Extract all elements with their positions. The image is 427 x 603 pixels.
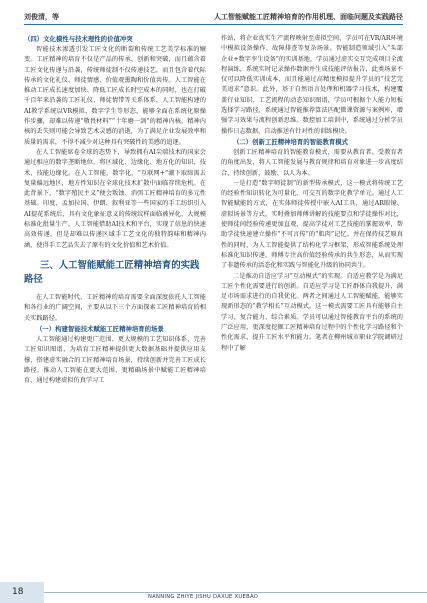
page-footer (0, 568, 427, 603)
footer-rule (44, 592, 427, 593)
subsection-heading-3-1: （一）构建智能技术赋能工匠精神培育的场景 (36, 325, 164, 334)
running-header (24, 9, 403, 23)
journal-name: NANNING ZHIYE JISHU DAXUE XUEBAO (148, 594, 259, 600)
paragraph: 在人工智能席卷全球的态势下，导致拥有AI尖端技术的国家会通过相应的数字垄断地位，将区域化、边缘化、地方化的知识、技术、技能边缘化。在人工智能、数字化、“互联网+”潮下取缔需去复量偏远地区，地方性知识在全球化技术扩散中面临存续危机。在此背景下，“数字殖民主义”便会叛蚀、消弭工匠精神培育的多元性基础。印度、孟加拉国、伊朗、叙利亚等一些国家的手工纺织引入AI提花系统后，具有文化象征意义的传统纹样面临被异化、大规模标准化批量生产。人工智能借助AI技术和平台，实现了信息的快速高效传递，但是却难以传递区域手工艺文化的独特韵味和精神内涵，使得手工艺品失去了原有的文化价值和艺术价值。 (24, 148, 206, 249)
paragraph: 人工智能通过构建更广范围、更大规模的工艺知识体系，完善工匠知识图谱，为培育工匠精神提供更大数据基础并提供应用支撑，搭建虚实融合的工匠精神培育场景，持续创新并完善工匠成长路径。推动人工智能在更大范围、更精确场景中赋能工匠精神培育，通过构建虚拟仿真学习工 (24, 336, 206, 385)
subsection-heading-3-2: （二）创新工匠精神培育的智能教育模式 (233, 137, 349, 146)
left-column (24, 34, 206, 387)
paragraph: 作站，将企业真实生产流程映射至虚拟空间，学员可在VR/AR环境中模拟设备操作、故障排查等复杂场景。智能制造领域引入“头部企业+数字孪生设备”的实训基地，学员通过虚实交互完成项目全流程演练，系统实时记录操作数据并生成技能评估报告，此类场景不仅可以降低实训成本，而且能通过高精度模拟提升学员的“技艺完美追求”意识。此外，基于自然语言处理和机器学习技术，构建覆盖行业知识、工艺流程的动态知识图谱，学员可根据个人能力短板选择学习路径，系统通过智能推荐算法匹配微课资源与案例库，增强学习效果与流程创新思维。数控加工培训中，系统通过分析学员操作日志数据，自动推送有针对性的训练模块。 (221, 35, 403, 135)
paragraph: 智能技术渗透引发工匠文化的断裂和传统工艺美学标准的嬗变。工匠精神的培育不仅是产品的传承、创新和突破，而且蕴含着工匠文化传递与沿袭，传统师徒制不仅传递技艺，而且包含着代际传承的文化礼仪、师徒情感、价值观熏陶和价值共传。人工智能在推动工匠成长速度加快、降低工匠成长时空成本的同时，也在打破千百年来沿袭的工匠礼仪、师徒情带等关系体系，人工智能构建的AI教学系统以VR模拟、数字学生等形态，能够全面在系统化原操作步骤，却难以传递“敬畏材料”“十年磨一剑”的精神内核。精神内核的丢失则可能会导致艺术灵感的消逝，为了满足企业发展效率和质量的需求，不得不减少对这种具有突破性的美感的追逐。 (24, 46, 206, 146)
header-rule (24, 24, 403, 25)
header-article-title: 人工智能赋能工匠精神培育的作用机理、面临问题及实践路径 (214, 13, 403, 21)
right-column (221, 34, 403, 354)
paragraph: 一是打造“数字师徒制”的新型传承模式，这一模式将传统工艺的经验性知识转化为可量化、可交互的数字化教学单元。通过人工智能赋能的方式，在实体师徒传授中嵌入AI工具，通过AR眼镜、虚拟场景等方式，实时叠加师傅讲解的技能要点和学徒操作对比，使师徒间经验传递更加直观，提高学徒对工艺技能的掌握效率，帮助学徒快速建立操作“不可言传”的“肌肉”记忆。并在保持技艺原真性的同时，为人工智能提供了结构化学习框架，形成智能系统处理标准化知识传递，师傅专注高价值经验传承的共生形态，从而实现了非遗传承的活态化和实践与智能化升级的协同共生。 (221, 179, 403, 270)
paragraph: 在人工智能时代，工匠精神的培育需要全面深度依托人工智能和各行业的广阔空间，主要从以下三个方面探索工匠精神培育的相关实践路径。 (24, 294, 206, 322)
page-number-box (0, 582, 44, 603)
section-heading-3 (24, 259, 206, 286)
paragraph: 创新工匠精神培育的智能教育模式，需要从教育者、受教育者的角度出发，将人工智能发展与教育规律和培育对象进一步高度结合，持续创新、鼓励、以人为本。 (221, 148, 403, 177)
header-authors: 刘俊清，等 (24, 13, 59, 21)
paragraph: 二是推动自适应学习“互动模式”的实现。自适应教学是为满足工匠个性化需要进行的创新。自适应学习是工匠群体自我提升，满足市场需求进行的自我优化。两者之间通过人工智能赋能，能够实现新形态的“教学相长”互动模式。这一模式需要工匠具有能够自主学习、复合能力、综合素质。学员可以通过智能教育平台的系统的广泛应用，更深度挖掘工匠精神培育过程中的个性化学习路径和个性化需求，提升工匠水平和能力。笔者在柳州城市职业学院调研过程中了解 (221, 272, 403, 352)
subsection-heading-culture: （四）文化模性与技术理性的价值冲突 (24, 35, 133, 43)
page-number: 18 (12, 587, 24, 597)
section-heading-line-2: 路径 (24, 273, 43, 285)
section-heading-line-1: 三、人工智能赋能工匠精神培育的实践 (40, 259, 200, 271)
